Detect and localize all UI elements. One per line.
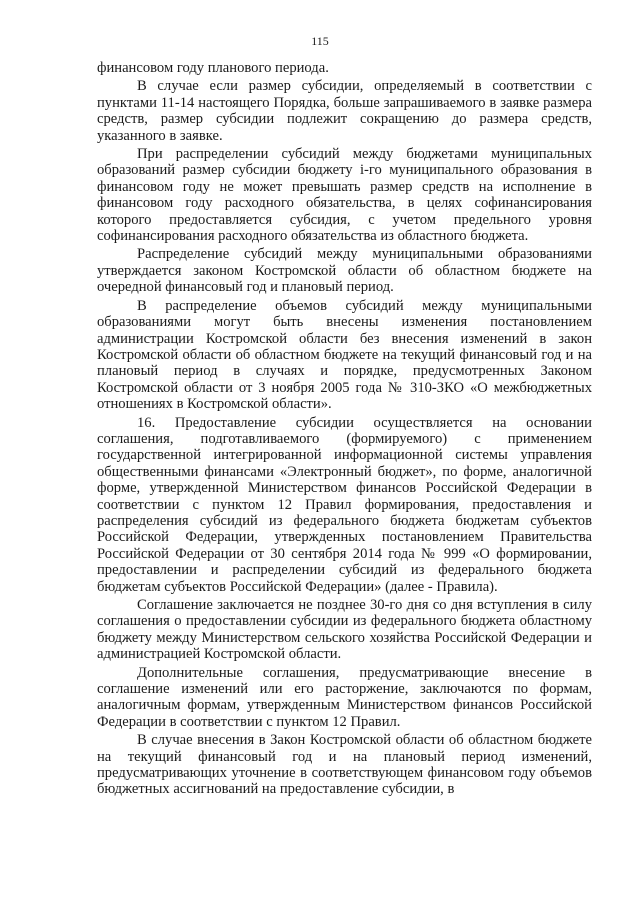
paragraph: 16. Предоставление субсидии осуществляется на основании соглашения, подготавливаемого (формируемого) с применением государственной интегрированной информационной системы управления общественными финансами «Электронный бюджет», по форме, аналогичной форме, утвержденной Министерством финансов Российской Федерации в соответствии с пунктом 12 Правил формирования, предоставления и распределения субсидий из федерального бюджета бюджетам субъектов Российской Федерации, утвержденных постановлением Правительства Российской Федерации от 30 сентября 2014 года № 999 «О формировании, предоставлении и распределении субсидий из федерального бюджета бюджетам субъектов Российской Федерации» (далее - Правила). <box>97 414 592 595</box>
paragraph: При распределении субсидий между бюджетами муниципальных образований размер субсидии бюджету i-го муниципального образования в финансовом году не может превышать размер средств на исполнение в финансовом году расходного обязательства, в целях софинансирования которого предоставляется субсидия, с учетом предельного уровня софинансирования расходного обязательства из областного бюджета. <box>97 146 592 245</box>
page-number: 115 <box>311 34 329 48</box>
paragraph: Дополнительные соглашения, предусматривающие внесение в соглашение изменений или его расторжение, заключаются по формам, аналогичным формам, утвержденным Министерством финансов Российской Федерации в соответствии с пунктом 12 Правил. <box>97 664 592 730</box>
paragraph: В распределение объемов субсидий между муниципальными образованиями могут быть внесены изменения постановлением администрации Костромской области без внесения изменений в закон Костромской области об областном бюджете на текущий финансовый год и на плановый период в случаях и порядке, предусмотренных Законом Костромской области от 3 ноября 2005 года № 310-ЗКО «О межбюджетных отношениях в Костромской области». <box>97 297 592 413</box>
paragraph: Распределение субсидий между муниципальными образованиями утверждается законом Костромской области об областном бюджете на очередной финансовый год и плановый период. <box>97 246 592 296</box>
paragraph: Соглашение заключается не позднее 30-го дня со дня вступления в силу соглашения о предоставлении субсидии из федерального бюджета областному бюджету между Министерством сельского хозяйства Российской Федерации и администрацией Костромской области. <box>97 597 592 663</box>
paragraph: В случае внесения в Закон Костромской области об областном бюджете на текущий финансовый год и на плановый период изменений, предусматривающих уточнение в соответствующем финансовом году объемов бюджетных ассигнований на предоставление субсидии, в <box>97 732 592 798</box>
paragraph: финансовом году планового периода. <box>97 60 329 76</box>
document-body <box>97 60 592 800</box>
paragraph: В случае если размер субсидии, определяемый в соответствии с пунктами 11-14 настоящего Порядка, больше запрашиваемого в заявке размера средств, размер субсидии подлежит сокращению до размера средств, указанного в заявке. <box>97 78 592 144</box>
